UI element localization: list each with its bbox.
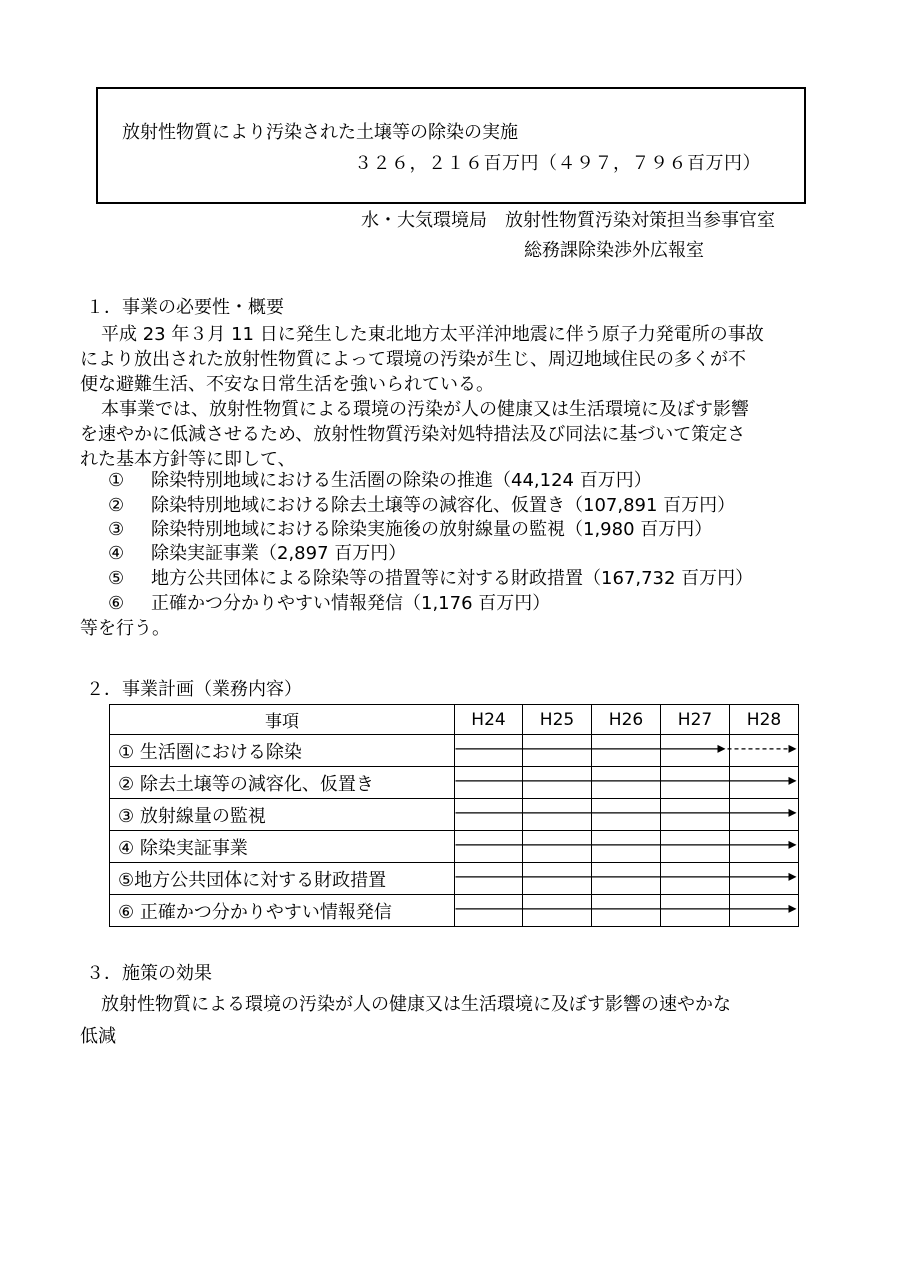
list-item-num: ① [108,470,125,491]
row-label: ④ 除染実証事業 [110,831,455,863]
column-header-item: 事項 [110,705,455,735]
row-label: ⑥ 正確かつ分かりやすい情報発信 [110,895,455,927]
column-header-year: H24 [455,705,523,735]
list-item-num: ② [108,495,125,516]
schedule-table [109,704,798,923]
row-label: ③ 放射線量の監視 [110,799,455,831]
section1-closing: 等を行う。 [80,618,170,639]
row-label: ① 生活圏における除染 [110,735,455,767]
section3-heading: ３．施策の効果 [86,963,212,984]
table-row [110,831,799,863]
department-line-2: 総務課除染渉外広報室 [524,240,704,261]
table-row [110,863,799,895]
list-item-num: ④ [108,543,125,564]
column-header-year: H28 [730,705,799,735]
list-item-text: 除染特別地域における除去土壌等の減容化、仮置き（107,891 百万円） [151,495,736,516]
project-title: 放射性物質により汚染された土壌等の除染の実施 [122,122,518,143]
section1-para2-line2: を速やかに低減させるため、放射性物質汚染対処特措法及び同法に基づいて策定さ [80,424,746,445]
row-label: ⑤地方公共団体に対する財政措置 [110,863,455,895]
section1-para2-line3: れた基本方針等に即して、 [80,449,296,470]
column-header-year: H27 [661,705,730,735]
section1-para2-line1: 本事業では、放射性物質による環境の汚染が人の健康又は生活環境に及ぼす影響 [101,399,749,420]
budget-amount: ３２６，２１６百万円（４９７，７９６百万円） [354,153,761,174]
table-header-row [110,705,799,735]
column-header-year: H25 [523,705,592,735]
section1-para1-line3: 便な避難生活、不安な日常生活を強いられている。 [80,374,494,395]
section1-para1-line1: 平成 23 年３月 11 日に発生した東北地方太平洋沖地震に伴う原子力発電所の事故 [101,324,764,345]
row-label: ② 除去土壌等の減容化、仮置き [110,767,455,799]
section3-line1: 放射性物質による環境の汚染が人の健康又は生活環境に及ぼす影響の速やかな [101,994,731,1015]
list-item-num: ③ [108,519,125,540]
list-item-text: 除染特別地域における除染実施後の放射線量の監視（1,980 百万円） [151,519,713,540]
list-item-text: 除染特別地域における生活圏の除染の推進（44,124 百万円） [151,470,652,491]
list-item-text: 除染実証事業（2,897 百万円） [151,543,407,564]
title-box [96,87,806,204]
table-row [110,735,799,767]
table-row [110,799,799,831]
list-item-text: 地方公共団体による除染等の措置等に対する財政措置（167,732 百万円） [151,568,754,589]
column-header-year: H26 [592,705,661,735]
list-item-num: ⑤ [108,568,125,589]
table-row [110,767,799,799]
section1-heading: １．事業の必要性・概要 [86,297,284,318]
department-line-1: 水・大気環境局 放射性物質汚染対策担当参事官室 [361,210,775,231]
section2-heading: ２．事業計画（業務内容） [86,679,302,700]
section3-line2: 低減 [80,1026,116,1047]
table-row [110,895,799,927]
list-item-text: 正確かつ分かりやすい情報発信（1,176 百万円） [151,593,551,614]
section1-para1-line2: により放出された放射性物質によって環境の汚染が生じ、周辺地域住民の多くが不 [80,349,746,370]
list-item-num: ⑥ [108,593,125,614]
